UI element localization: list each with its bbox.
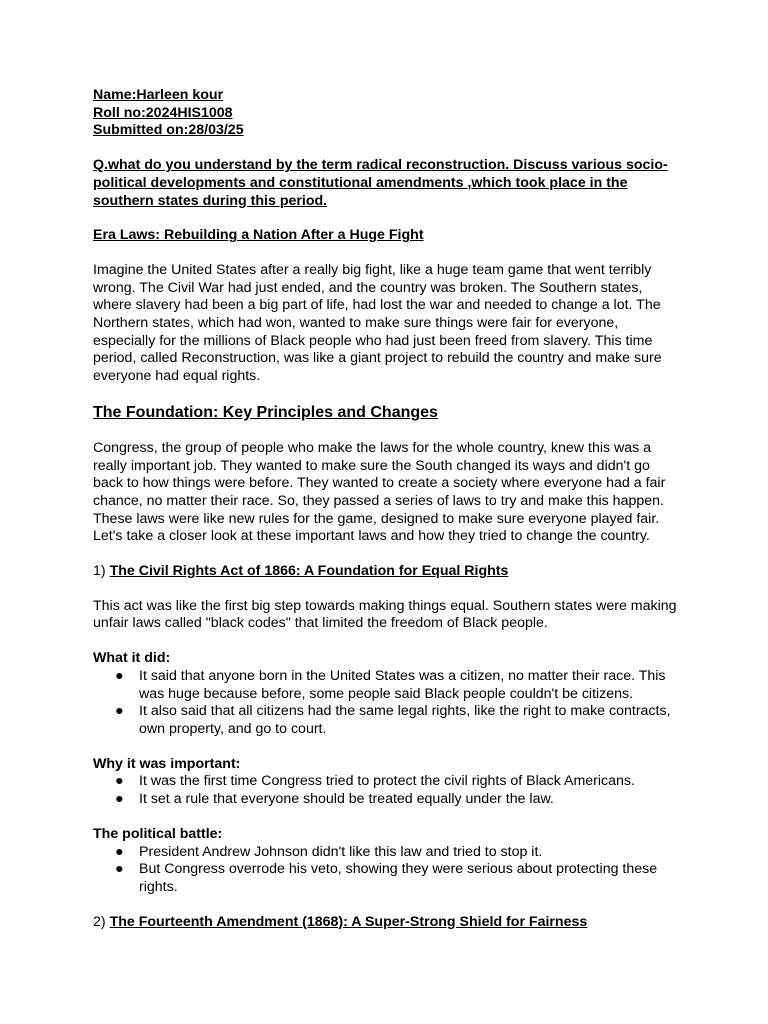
why-important-label: Why it was important:	[93, 755, 241, 772]
what-it-did-list	[93, 668, 683, 739]
bullet-icon: ●	[115, 861, 124, 878]
section-1-heading	[93, 563, 683, 581]
student-info	[93, 87, 683, 140]
list-item: ● But Congress overrode his veto, showing they were serious about protecting these rights.	[115, 861, 658, 895]
list-item: ● It was the first time Congress tried to protect the civil rights of Black Americans.	[115, 773, 635, 790]
list-item: ● President Andrew Johnson didn't like this law and tried to stop it.	[115, 843, 543, 860]
roll-number: Roll no:2024HIS1008	[93, 104, 233, 121]
question-text: Q.what do you understand by the term radical reconstruction. Discuss various socio-political developments and constitutional amendments ,which took place in the southern states during this period.	[93, 157, 668, 209]
why-important-list	[93, 773, 683, 808]
section-1-number: 1)	[93, 563, 110, 580]
bullet-icon: ●	[115, 791, 124, 808]
foundation-heading: The Foundation: Key Principles and Changes	[93, 403, 438, 421]
document-body	[93, 87, 683, 931]
section-1-paragraph: This act was like the first big step towards making things equal. Southern states were making unfair laws called "black codes" that limited the freedom of Black people.	[93, 597, 677, 632]
bullet-icon: ●	[115, 843, 124, 860]
bullet-icon: ●	[115, 703, 124, 720]
political-battle-list	[93, 844, 683, 897]
section-2-number: 2)	[93, 913, 110, 930]
what-it-did-label: What it did:	[93, 650, 171, 667]
list-item: ● It said that anyone born in the United States was a citizen, no matter their race. This was huge because before, some people said Black people couldn't be citizens.	[115, 667, 666, 702]
list-item: ● It also said that all citizens had the same legal rights, like the right to make contracts, own property, and go to court.	[115, 703, 671, 737]
submission-date: Submitted on:28/03/25	[93, 122, 244, 139]
section-2-heading	[93, 914, 683, 932]
bullet-icon: ●	[115, 667, 124, 684]
bullet-icon: ●	[115, 773, 124, 790]
political-battle-label: The political battle:	[93, 825, 223, 842]
section-1-title: The Civil Rights Act of 1866: A Foundation for Equal Rights	[109, 563, 509, 580]
student-name: Name:Harleen kour	[93, 87, 224, 103]
intro-paragraph: Imagine the United States after a really big fight, like a huge team game that went terribly wrong. The Civil War had just ended, and the country was broken. The Southern states, where slavery had been a big part of life, had lost the war and needed to change a lot. The Northern states, which had won, wanted to make sure things were fair for everyone, especially for the millions of Black people who had just been freed from slavery. This time period, called Reconstruction, was like a giant project to rebuild the country and make sure everyone had equal rights.	[93, 261, 662, 385]
list-item: ● It set a rule that everyone should be treated equally under the law.	[115, 791, 554, 808]
section-2-title: The Fourteenth Amendment (1868): A Super-Strong Shield for Fairness	[109, 913, 588, 930]
era-heading: Era Laws: Rebuilding a Nation After a Huge Fight	[93, 227, 424, 244]
foundation-paragraph: Congress, the group of people who make the laws for the whole country, knew this was a really important job. They wanted to make sure the South changed its ways and didn't go back to how things were before. They wanted to create a society where everyone had a fair chance, no matter their race. So, they passed a series of laws to try and make this happen. These laws were like new rules for the game, designed to make sure everyone played fair. Let's take a closer look at these important laws and how they tried to change the country.	[93, 439, 666, 545]
